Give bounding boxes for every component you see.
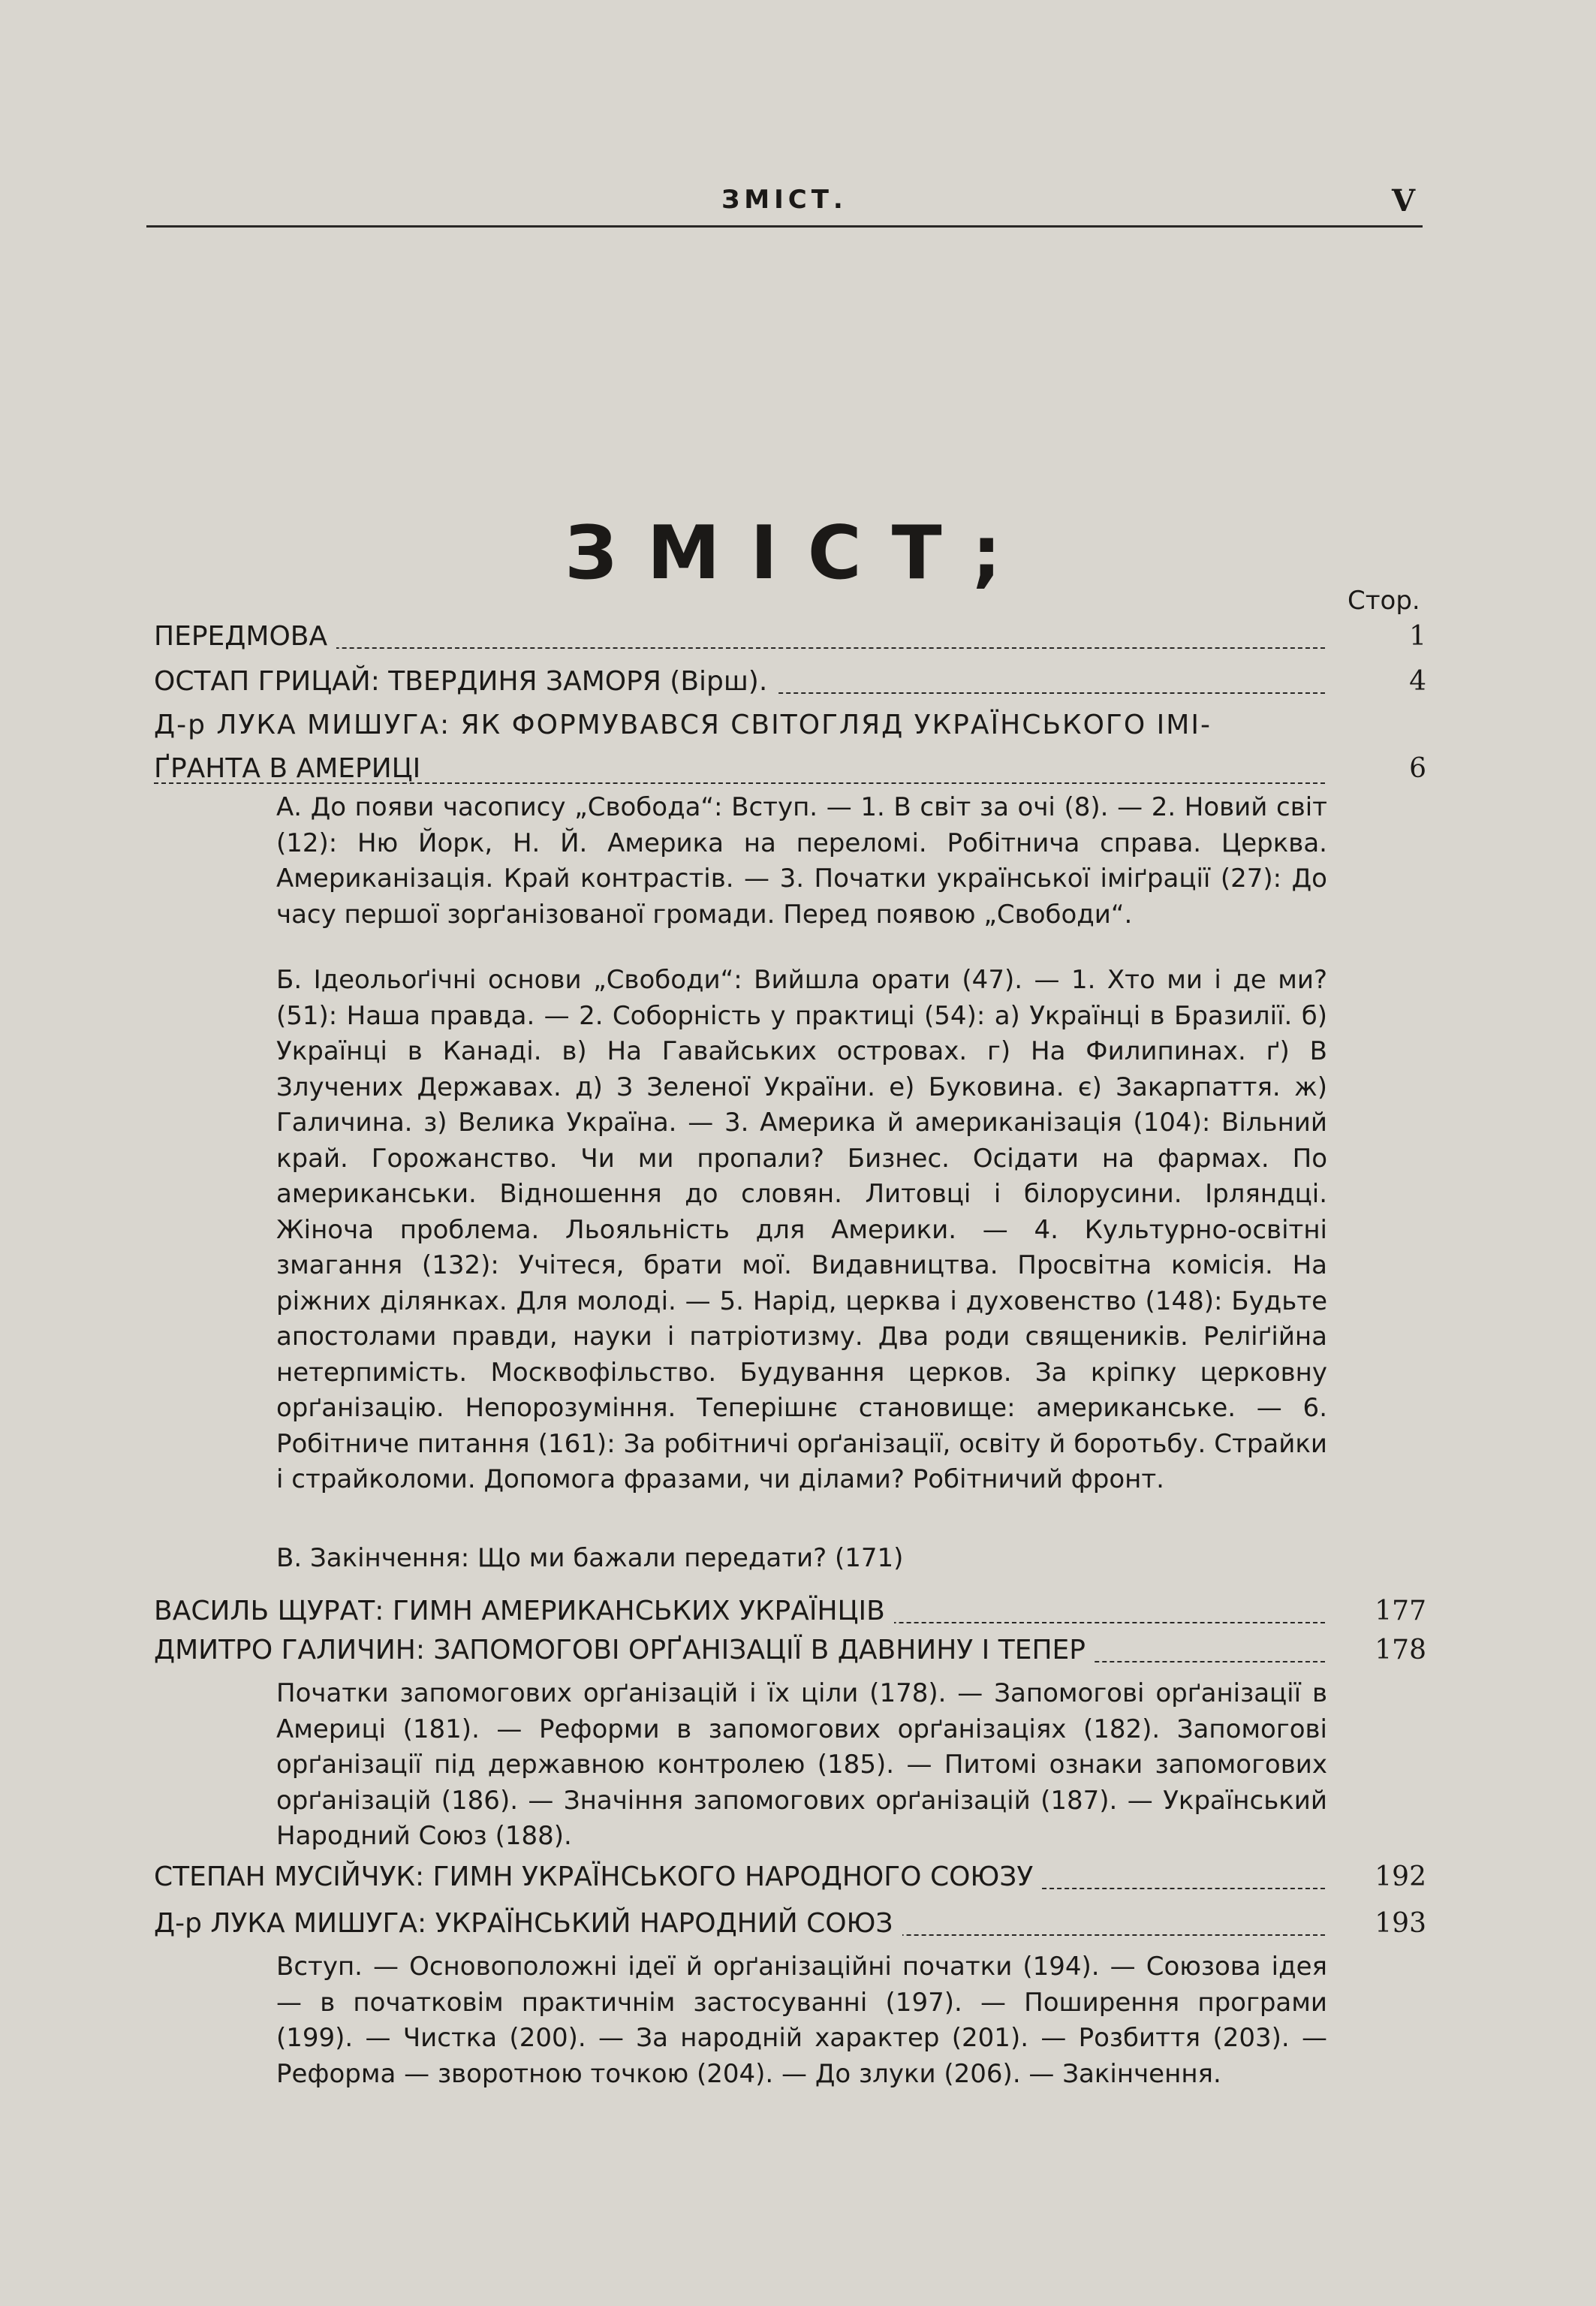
description-paragraph: В. Закінчення: Що ми бажали передати? (171) xyxy=(276,1543,904,1573)
description-paragraph: Вступ. — Основоположні ідеї й орґанізаційні початки (194). — Союзова ідея — в початковім практичнім застосуванні (197). — Поширення програми (199). — Чистка (200). — За народній характер (201). — Розбиття (203). — Реформа — зворотною точкою (204). — До злуки (206). — Закінчення. xyxy=(276,1952,1327,2089)
toc-entry-title: СТЕПАН МУСІЙЧУК: ГИМН УКРАЇНСЬКОГО НАРОДНОГО СОЮЗУ xyxy=(154,1861,1034,1892)
toc-entry-page: 178 xyxy=(1359,1637,1426,1664)
toc-entry-page: 6 xyxy=(1359,755,1426,782)
page-number: V xyxy=(1391,183,1415,219)
toc-entry-description xyxy=(276,1949,1327,2092)
description-paragraph: А. До появи часопису „Свобода“: Вступ. — 1. В світ за очі (8). — 2. Новий світ (12): Ню Йорк, Н. Й. Америка на переломі. Робітнича справа. Церква. Американізація. Край контрастів. — 3. Початки української іміґрації (27): До часу першої зорґанізованої громади. Перед появою „Свободи“. xyxy=(276,792,1327,930)
toc-entry xyxy=(154,1598,1426,1625)
toc-entry xyxy=(154,712,1426,784)
running-header xyxy=(146,180,1423,228)
toc-entry-title: ДМИТРО ГАЛИЧИН: ЗАПОМОГОВІ ОРҐАНІЗАЦІЇ В ДАВНИНУ І ТЕПЕР xyxy=(154,1635,1086,1665)
description-paragraph: Б. Ідеольоґічні основи „Свободи“: Вийшла орати (47). — 1. Хто ми і де ми? (51): Наша правда. — 2. Соборність у практиці (54): а) Українці в Бразилії. б) Українці в Канаді. в) На Гавайських островах. г) На Филипинах. ґ) В Злучених Державах. д) З Зеленої України. е) Буковина. є) Закарпаття. ж) Галичина. з) Велика Україна. — 3. Америка й американізація (104): Вільний край. Горожанство. Чи ми пропали? Бизнес. Осідати на фармах. По американськи. Відношення до словян. Литовці і білорусини. Ірляндці. Жіноча проблема. Льояльність для Америки. — 4. Культурно-освітні змагання (132): Учітеся, брати мої. Видавництва. Просвітна комісія. На ріжних ділянках. Для молоді. — 5. Нарід, церква і духовенство (148): Будьте апостолами правди, науки і патріотизму. Два роди священиків. Реліґійна нетерпимість. Москвофільство. Будування церков. За кріпку церковну орґанізацію. Непорозуміння. Теперішнє становище: американське. — 6. Робітниче питання (161): За робітничі орґанізації, освіту й боротьбу. Страйки і страйколоми. Допомога фразами, чи ділами? Робітничий фронт. xyxy=(276,965,1327,1494)
description-paragraph: Початки запомогових орґанізацій і їх ціли (178). — Запомогові орґанізації в Америці (181). — Реформи в запомогових орґанізаціях (182). Запомогові орґанізації під державною контролею (185). — Питомі ознаки запомогових орґанізацій (186). — Значіння запомогових орґанізацій (187). — Український Народний Союз (188). xyxy=(276,1678,1327,1851)
toc-entry-page: 192 xyxy=(1359,1864,1426,1891)
toc-entry-page: 1 xyxy=(1359,623,1426,650)
toc-entry-title-line1: Д-р ЛУКА МИШУГА: ЯК ФОРМУВАВСЯ СВІТОГЛЯД УКРАЇНСЬКОГО ІМІ- xyxy=(154,710,1212,740)
toc-entry-description xyxy=(276,963,1327,1498)
running-title: ЗМІСТ. xyxy=(721,185,848,215)
page-column-label: Стор. xyxy=(1348,586,1420,616)
toc-entry-description xyxy=(276,790,1327,933)
toc-entry xyxy=(154,668,1426,695)
toc-entry-description xyxy=(276,1676,1327,1855)
toc-entry-title: ВАСИЛЬ ЩУРАТ: ГИМН АМЕРИКАНСЬКИХ УКРАЇНЦІВ xyxy=(154,1596,885,1626)
toc-entry xyxy=(154,1861,1426,1892)
toc-entry-title: ПЕРЕДМОВА xyxy=(154,621,328,652)
page-title: ЗМІСТ; xyxy=(565,511,1031,596)
toc-entry-page: 193 xyxy=(1359,1910,1426,1937)
toc-entry-description xyxy=(276,1541,1327,1577)
toc-entry xyxy=(154,1637,1426,1664)
toc-entry-title: Д-р ЛУКА МИШУГА: УКРАЇНСЬКИЙ НАРОДНИЙ СОЮЗ xyxy=(154,1908,893,1939)
toc-entry xyxy=(154,1910,1426,1937)
toc-entry xyxy=(154,623,1426,650)
toc-entry-title-line2: ҐРАНТА В АМЕРИЦІ xyxy=(154,753,421,784)
toc-entry-title: ОСТАП ГРИЦАЙ: ТВЕРДИНЯ ЗАМОРЯ (Вірш). xyxy=(154,666,768,697)
toc-entry-page: 177 xyxy=(1359,1598,1426,1625)
toc-entry-page: 4 xyxy=(1359,668,1426,695)
